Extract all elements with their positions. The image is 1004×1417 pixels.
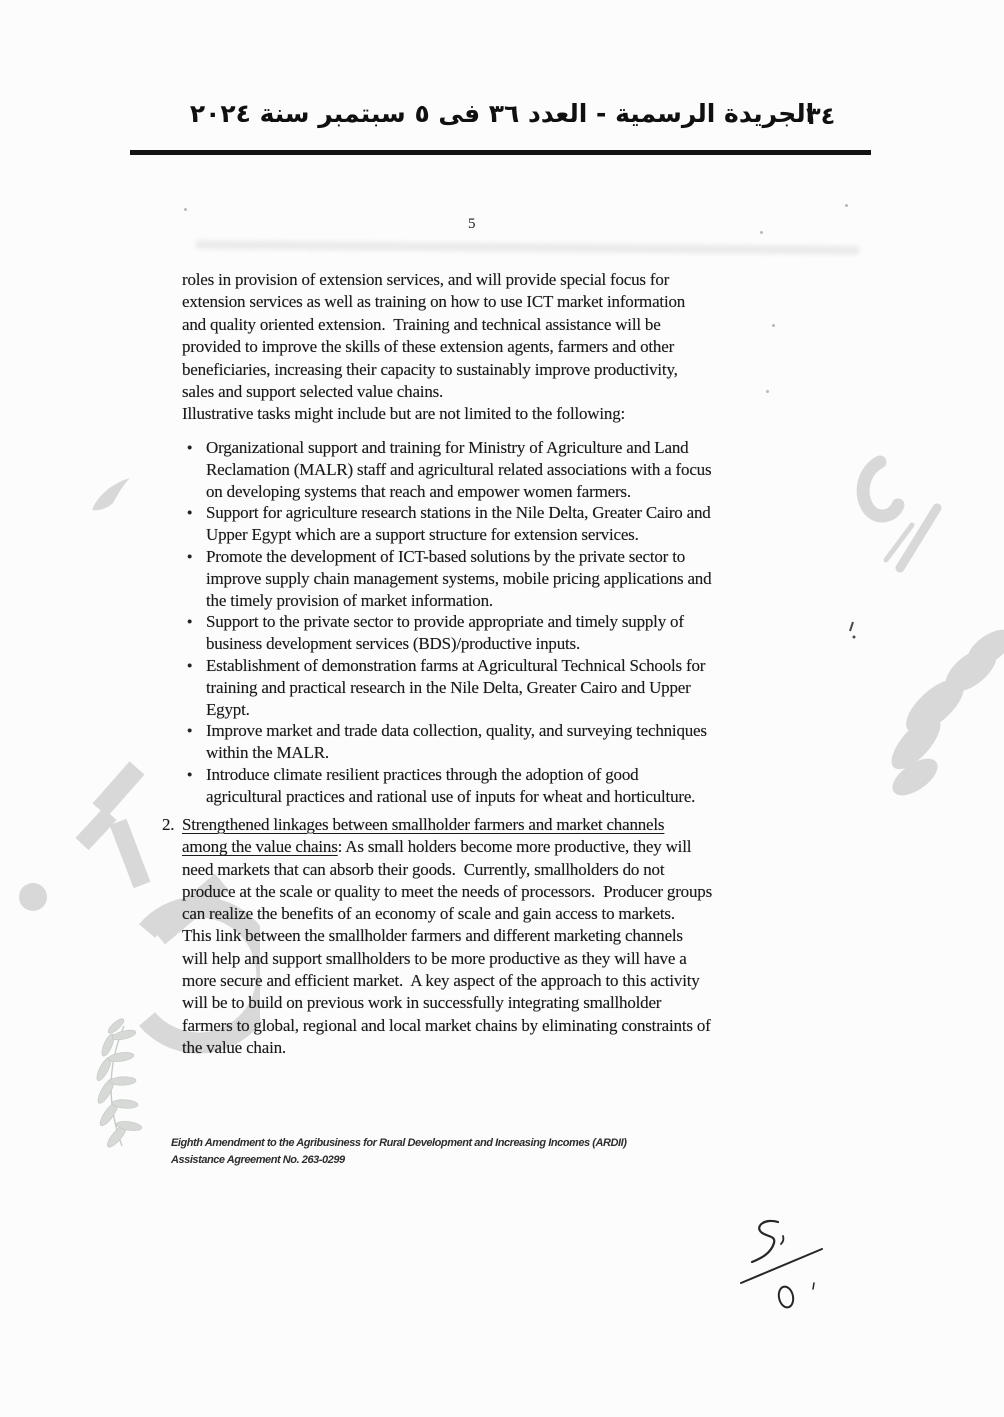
text-line: Upper Egypt which are a support structure for extension services. <box>206 525 639 545</box>
bullet-list <box>187 437 711 808</box>
gazette-page-number-arabic: ٣٤ <box>806 102 836 130</box>
handwritten-fraction <box>730 1208 840 1313</box>
header-rule <box>130 150 871 155</box>
text-line: provided to improve the skills of these extension agents, farmers and other <box>182 337 675 357</box>
watermark-dot <box>19 883 47 911</box>
text-line: need markets that can absorb their goods. Currently, smallholders do not <box>182 859 665 879</box>
footer-line-2: Assistance Agreement No. 263-0299 <box>171 1154 345 1166</box>
watermark-calligraphy-right <box>845 440 1004 820</box>
watermark-swoosh <box>92 478 130 510</box>
text-line: Organizational support and training for Ministry of Agriculture and Land <box>206 438 689 457</box>
text-line: produce at the scale or quality to meet the needs of processors. Producer groups <box>182 881 712 901</box>
text-line: training and practical research in the Nile Delta, Greater Cairo and Upper <box>206 677 691 697</box>
laurel-branch-icon <box>94 1017 142 1150</box>
text-line: Establishment of demonstration farms at Agricultural Technical Schools for <box>206 655 706 675</box>
bullet-item <box>187 546 711 611</box>
page-number: 5 <box>468 216 476 232</box>
text-line: This link between the smallholder farmers and different marketing channels <box>182 926 683 946</box>
scan-artifact <box>184 208 187 211</box>
scan-artifact <box>766 390 769 393</box>
text-line: Support for agriculture research stations in the Nile Delta, Greater Cairo and <box>206 503 711 523</box>
bullet-icon: ● <box>187 442 193 452</box>
text-line: can realize the benefits of an economy of scale and gain access to markets. <box>182 904 675 924</box>
text-line: extension services as well as training on how to use ICT market information <box>182 292 686 312</box>
bullet-icon: ● <box>187 550 193 561</box>
bullet-item <box>187 720 711 764</box>
text-line: Egypt. <box>206 699 250 719</box>
bullet-item <box>187 611 711 655</box>
text-line: beneficiaries, increasing their capacity to sustainably improve productivity, <box>182 359 678 379</box>
text-line: Support to the private sector to provide appropriate and timely supply of <box>206 612 684 632</box>
text-line: and quality oriented extension. Training and technical assistance will be <box>182 314 661 334</box>
bullet-icon: ● <box>187 768 193 779</box>
bullet-item <box>187 764 711 808</box>
text-line: will help and support smallholders to be more productive as they will have a <box>182 948 687 968</box>
footer-line-1: Eighth Amendment to the Agribusiness for Rural Development and Increasing Incomes (ARDII) <box>171 1137 627 1149</box>
bullet-item <box>187 502 711 546</box>
text-line: the timely provision of market information. <box>206 590 493 610</box>
text-line: Introduce climate resilient practices through the adoption of good <box>206 764 639 784</box>
text-line: roles in provision of extension services, and will provide special focus for <box>182 270 670 289</box>
text-line: will be to build on previous work in successfully integrating smallholder <box>182 993 662 1013</box>
bullet-item <box>187 655 711 720</box>
item-number: 2. <box>162 815 175 834</box>
bullet-icon: ● <box>187 507 193 518</box>
scan-artifact <box>845 204 848 207</box>
bullet-icon: ● <box>187 725 193 736</box>
text-line: Promote the development of ICT-based solutions by the private sector to <box>206 546 686 566</box>
scan-artifact <box>772 324 775 327</box>
scan-artifact <box>850 622 856 639</box>
text-line: business development services (BDS)/productive inputs. <box>206 634 580 654</box>
item2-heading-line: Strengthened linkages between smallholder farmers and market channels <box>182 815 665 834</box>
numbered-item-2 <box>162 814 712 1059</box>
bullet-icon: ● <box>187 616 193 627</box>
item2-heading-line: among the value chains: As small holders become more productive, they will <box>182 837 692 857</box>
text-line: sales and support selected value chains. <box>182 382 444 402</box>
text-line: the value chain. <box>182 1037 286 1057</box>
bullet-icon: ● <box>187 659 193 670</box>
bullet-item <box>187 437 711 502</box>
gazette-title: الجريدة الرسمية - العدد ٣٦ فى ٥ سبتمبر سنة ٢٠٢٤ <box>189 99 815 128</box>
text-line: Illustrative tasks might include but are not limited to the following: <box>182 404 626 424</box>
footer-note <box>171 1135 626 1169</box>
text-line: Improve market and trade data collection, quality, and surveying techniques <box>206 721 707 741</box>
text-line: improve supply chain management systems, mobile pricing applications and <box>206 568 712 588</box>
text-line: agricultural practices and rational use of inputs for wheat and horticulture. <box>206 786 696 806</box>
text-line: farmers to global, regional and local market chains by eliminating constraints of <box>182 1015 711 1035</box>
text-line: Reclamation (MALR) staff and agricultural related associations with a focus <box>206 459 712 479</box>
scan-artifact <box>195 240 860 255</box>
text-line: more secure and efficient market. A key aspect of the approach to this activity <box>182 971 700 991</box>
text-line: on developing systems that reach and empower women farmers. <box>206 481 631 501</box>
intro-paragraph <box>182 269 685 426</box>
text-line: within the MALR. <box>206 743 329 763</box>
scan-artifact <box>760 231 763 234</box>
